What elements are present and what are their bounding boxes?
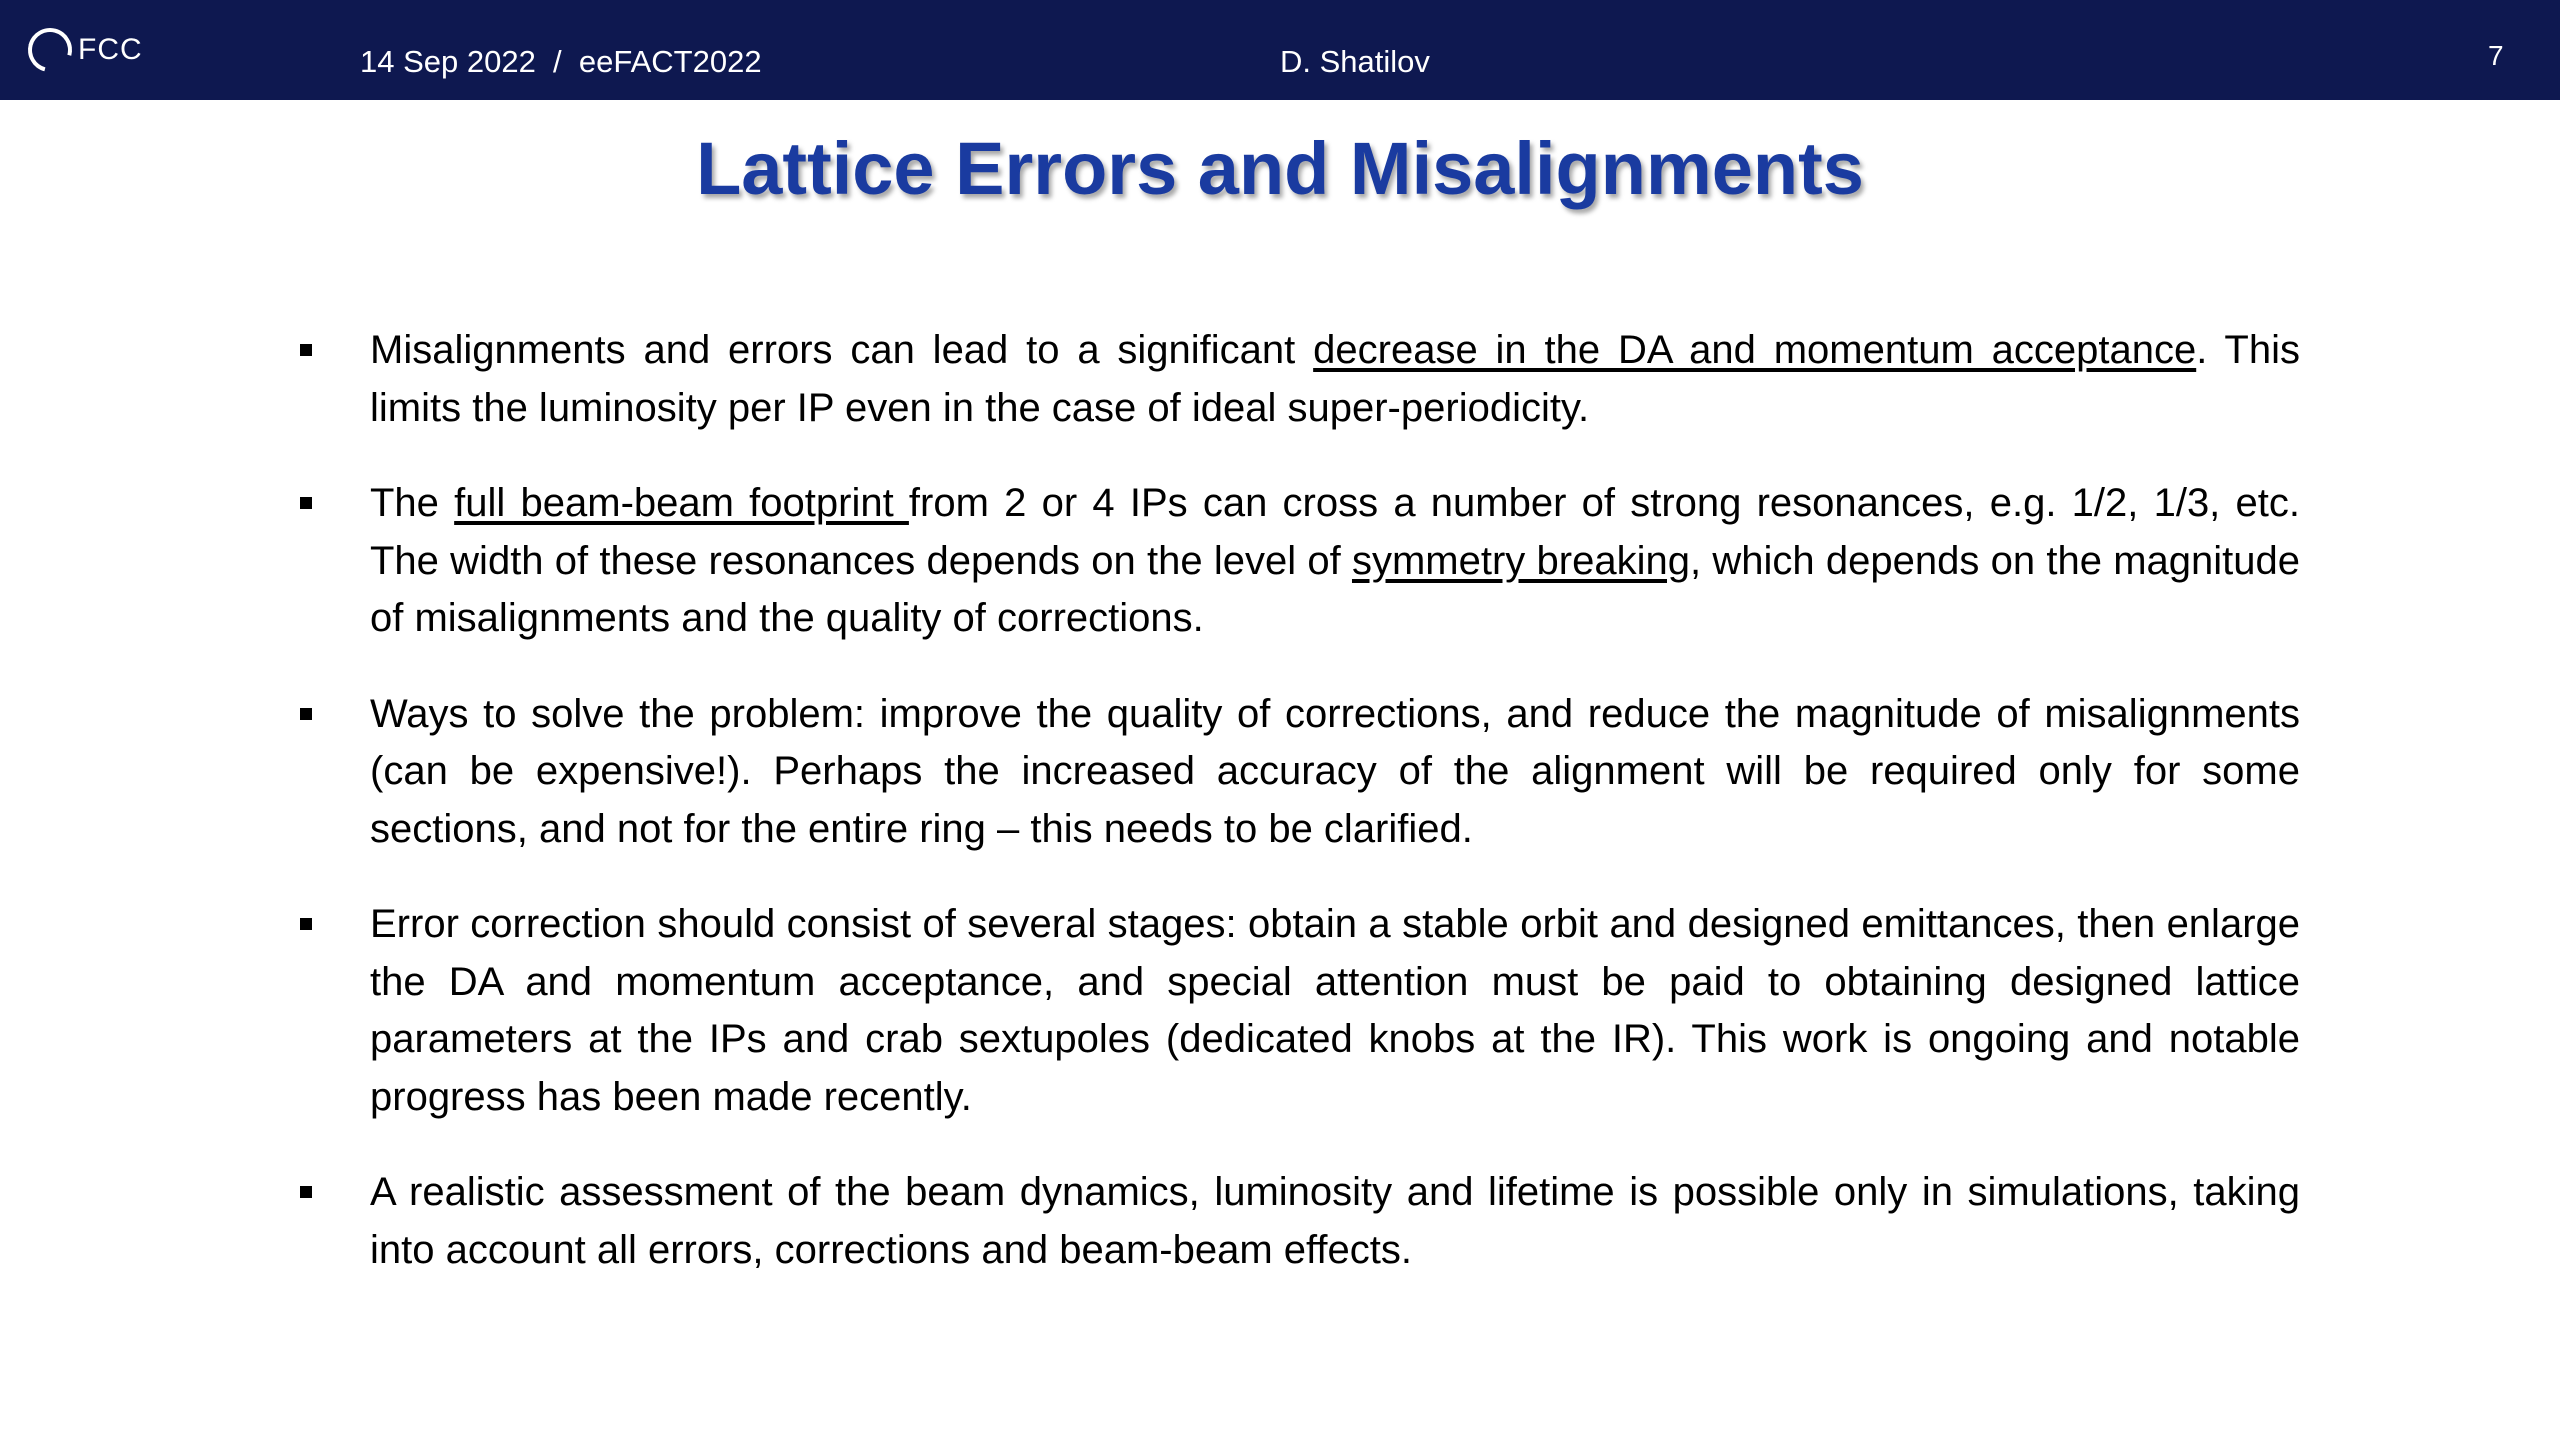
fcc-logo <box>28 22 143 78</box>
bullet-text: Misalignments and errors can lead to a significant <box>370 328 1314 372</box>
underlined-text: decrease in the DA and momentum acceptance <box>1313 328 2197 372</box>
logo-text: FCC <box>78 33 143 66</box>
bullet-text: Error correction should consist of several stages: obtain a stable orbit and designed emittances, then enlarge the DA and momentum acceptance, and special attention must be paid to obtaining designed lattice parameters at the IPs and crab sextupoles (dedicated knobs at the IR). This work is ongoing and notable progress has been made recently. <box>370 902 2300 1119</box>
slide-title: Lattice Errors and Misalignments <box>696 127 1864 210</box>
bullet-text: . This limits the luminosity per IP even in the case of ideal super-periodicity. <box>370 328 2300 430</box>
underlined-text: symmetry breaking <box>1351 538 1690 583</box>
header-bar <box>0 0 2560 100</box>
page-number: 7 <box>2488 40 2504 71</box>
author: D. Shatilov <box>1280 44 1430 79</box>
bullet-text: , which depends on the magnitude of misalignments and the quality of corrections. <box>370 538 2300 640</box>
bullet-list <box>296 322 2300 1317</box>
bullet-text: Ways to solve the problem: improve the quality of corrections, and reduce the magnitude of misalignments (can be expensive!). Perhaps the increased accuracy of the alignment will be required only for some sections, and not for the entire ring – this needs to be clarified. <box>370 691 2300 851</box>
bullet-text: The <box>370 481 455 525</box>
date-event: 14 Sep 2022 / eeFACT2022 <box>360 44 762 79</box>
bullet-item <box>296 475 2300 648</box>
bullet-text: A realistic assessment of the beam dynamics, luminosity and lifetime is possible only in simulations, taking into account all errors, corrections and beam-beam effects. <box>370 1170 2300 1272</box>
bullet-text: from 2 or 4 IPs can cross a number of strong resonances, e.g. 1/2, 1/3, etc. The width of these resonances depends on the level of <box>370 481 2300 583</box>
bullet-item <box>296 686 2300 859</box>
square-bullet-icon <box>300 1186 312 1198</box>
square-bullet-icon <box>300 497 312 509</box>
square-bullet-icon <box>300 918 312 930</box>
fcc-ring-icon <box>20 20 80 80</box>
bullet-item <box>296 1164 2300 1279</box>
square-bullet-icon <box>300 708 312 720</box>
square-bullet-icon <box>300 344 312 356</box>
bullet-item <box>296 896 2300 1126</box>
bullet-item <box>296 322 2300 437</box>
underlined-text: full beam-beam footprint <box>454 481 909 525</box>
